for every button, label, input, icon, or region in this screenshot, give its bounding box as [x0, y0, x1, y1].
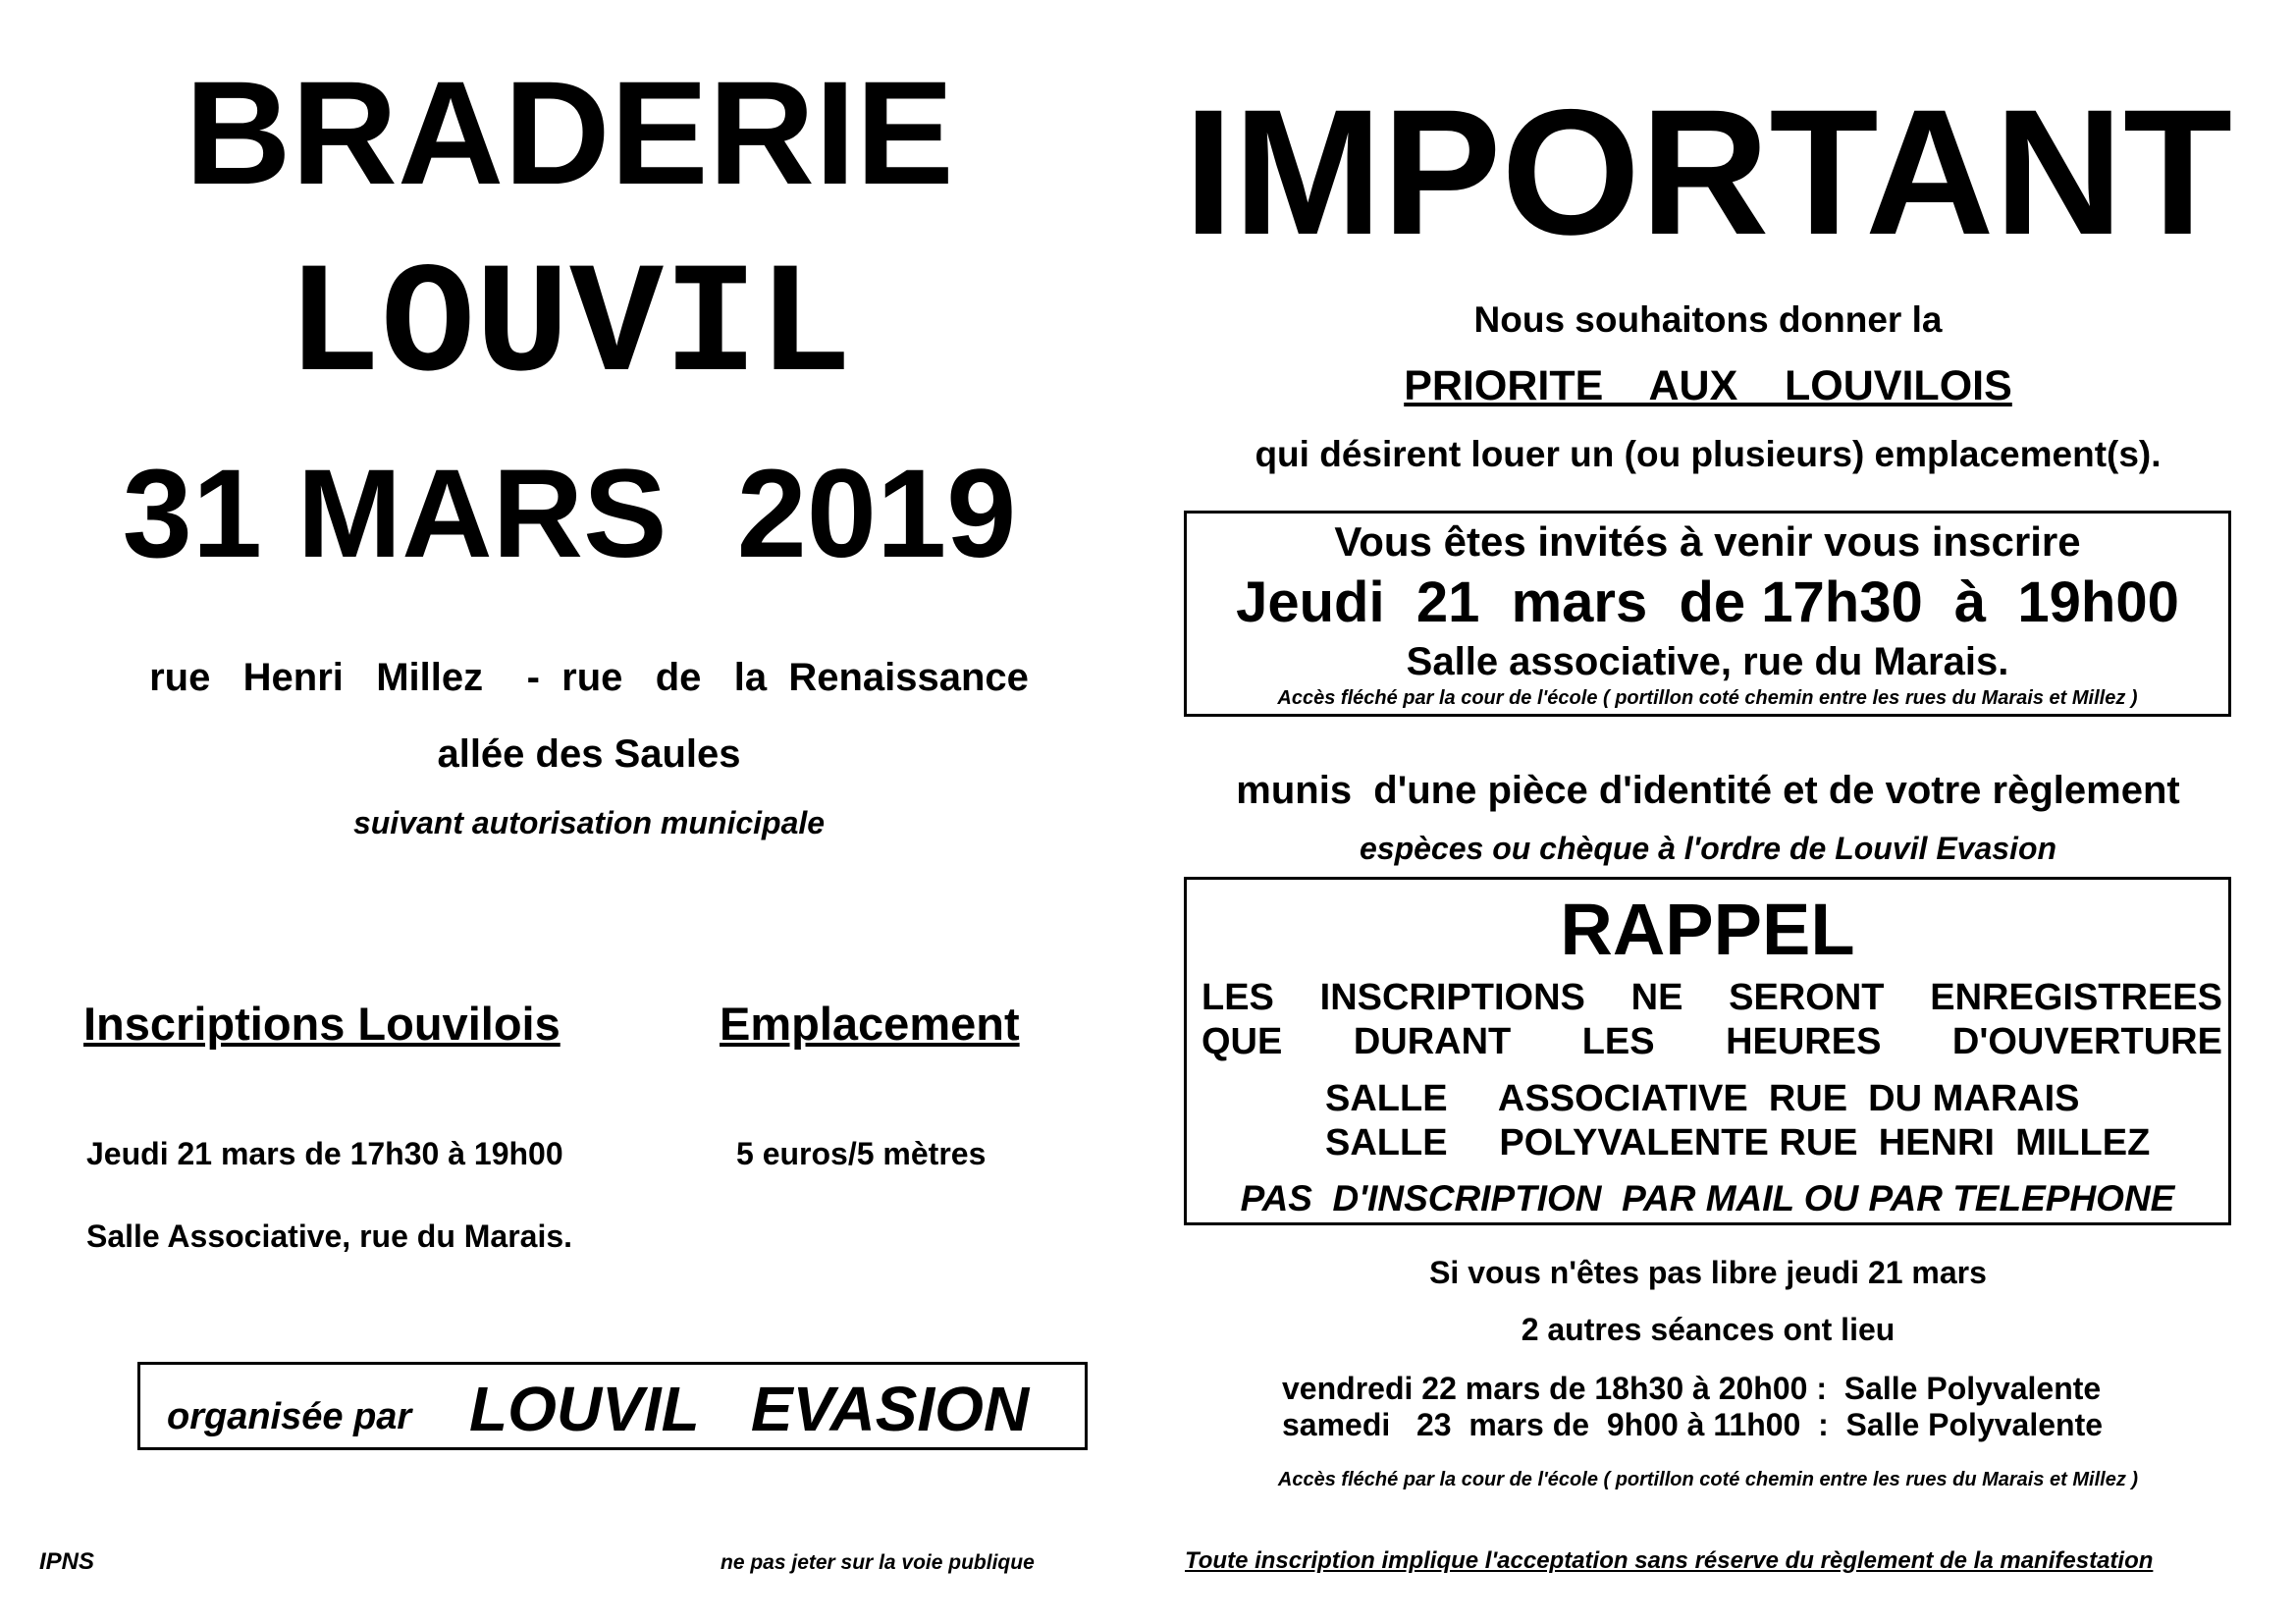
braderie-title: BRADERIE: [185, 50, 954, 215]
payment-note: espèces ou chèque à l'ordre de Louvil Evasion: [1359, 831, 2057, 866]
salle-line-1: SALLE ASSOCIATIVE RUE DU MARAIS: [1325, 1078, 2080, 1119]
rappel-word: LES: [1201, 977, 1274, 1018]
louvil-title: LOUVIL: [286, 240, 853, 417]
intro-line-1: Nous souhaitons donner la: [1473, 299, 1943, 340]
footer-note: Toute inscription implique l'acceptation sans réserve du règlement de la manifestation: [1185, 1547, 2154, 1574]
rappel-word: QUE: [1201, 1021, 1283, 1062]
no-mail-note: PAS D'INSCRIPTION PAR MAIL OU PAR TELEPHONE: [1240, 1178, 2175, 1218]
access-note-2: Accès fléché par la cour de l'école ( portillon coté chemin entre les rues du Marais et Millez ): [1277, 1469, 2139, 1490]
rappel-word: LES: [1581, 1021, 1655, 1062]
not-free-line: Si vous n'êtes pas libre jeudi 21 mars: [1429, 1255, 1987, 1290]
rappel-word: SERONT: [1729, 977, 1885, 1018]
inscriptions-header: Inscriptions Louvilois: [83, 998, 561, 1050]
inscription-date: Jeudi 21 mars de 17h30 à 19h00: [86, 1136, 563, 1171]
important-title: IMPORTANT: [1183, 72, 2233, 272]
emplacement-price: 5 euros/5 mètres: [736, 1136, 987, 1171]
rappel-title: RAPPEL: [1560, 889, 1855, 970]
inscription-place: Salle Associative, rue du Marais.: [86, 1218, 573, 1254]
session-saturday: samedi 23 mars de 9h00 à 11h00 : Salle Polyvalente: [1282, 1407, 2104, 1442]
rappel-word: HEURES: [1726, 1021, 1882, 1062]
rappel-line-2: [1201, 1021, 2222, 1063]
invitation-line: Vous êtes invités à venir vous inscrire: [1334, 518, 2081, 565]
session-friday: vendredi 22 mars de 18h30 à 20h00 : Salle Polyvalente: [1282, 1371, 2102, 1406]
priority-line: PRIORITE AUX LOUVILOIS: [1404, 362, 2012, 409]
intro-line-2: qui désirent louer un (ou plusieurs) emplacement(s).: [1255, 434, 2162, 474]
rappel-word: DURANT: [1353, 1021, 1512, 1062]
invitation-date: Jeudi 21 mars de 17h30 à 19h00: [1236, 570, 2179, 634]
no-throw-note: ne pas jeter sur la voie publique: [721, 1551, 1035, 1574]
rappel-line-1: [1201, 977, 2222, 1019]
invitation-place: Salle associative, rue du Marais.: [1406, 640, 2009, 683]
street-list: rue Henri Millez - rue de la Renaissance: [149, 656, 1029, 699]
rappel-word: ENREGISTREES: [1930, 977, 2222, 1018]
salle-line-2: SALLE POLYVALENTE RUE HENRI MILLEZ: [1325, 1122, 2151, 1163]
access-note-1: Accès fléché par la cour de l'école ( portillon coté chemin entre les rues du Marais et Millez ): [1277, 687, 2138, 709]
event-date: 31 MARS 2019: [122, 444, 1017, 584]
other-sessions-line: 2 autres séances ont lieu: [1521, 1312, 1896, 1347]
emplacement-header: Emplacement: [720, 998, 1020, 1050]
street-list-2: allée des Saules: [437, 732, 741, 776]
organizer-name: LOUVIL EVASION: [469, 1374, 1030, 1444]
rappel-word: NE: [1630, 977, 1683, 1018]
organizer-prefix: organisée par: [167, 1396, 412, 1437]
rappel-word: D'OUVERTURE: [1951, 1021, 2222, 1062]
bring-documents: munis d'une pièce d'identité et de votre règlement: [1236, 769, 2180, 812]
rappel-word: INSCRIPTIONS: [1319, 977, 1585, 1018]
ipns-label: IPNS: [39, 1548, 95, 1575]
authorization-note: suivant autorisation municipale: [352, 805, 826, 840]
